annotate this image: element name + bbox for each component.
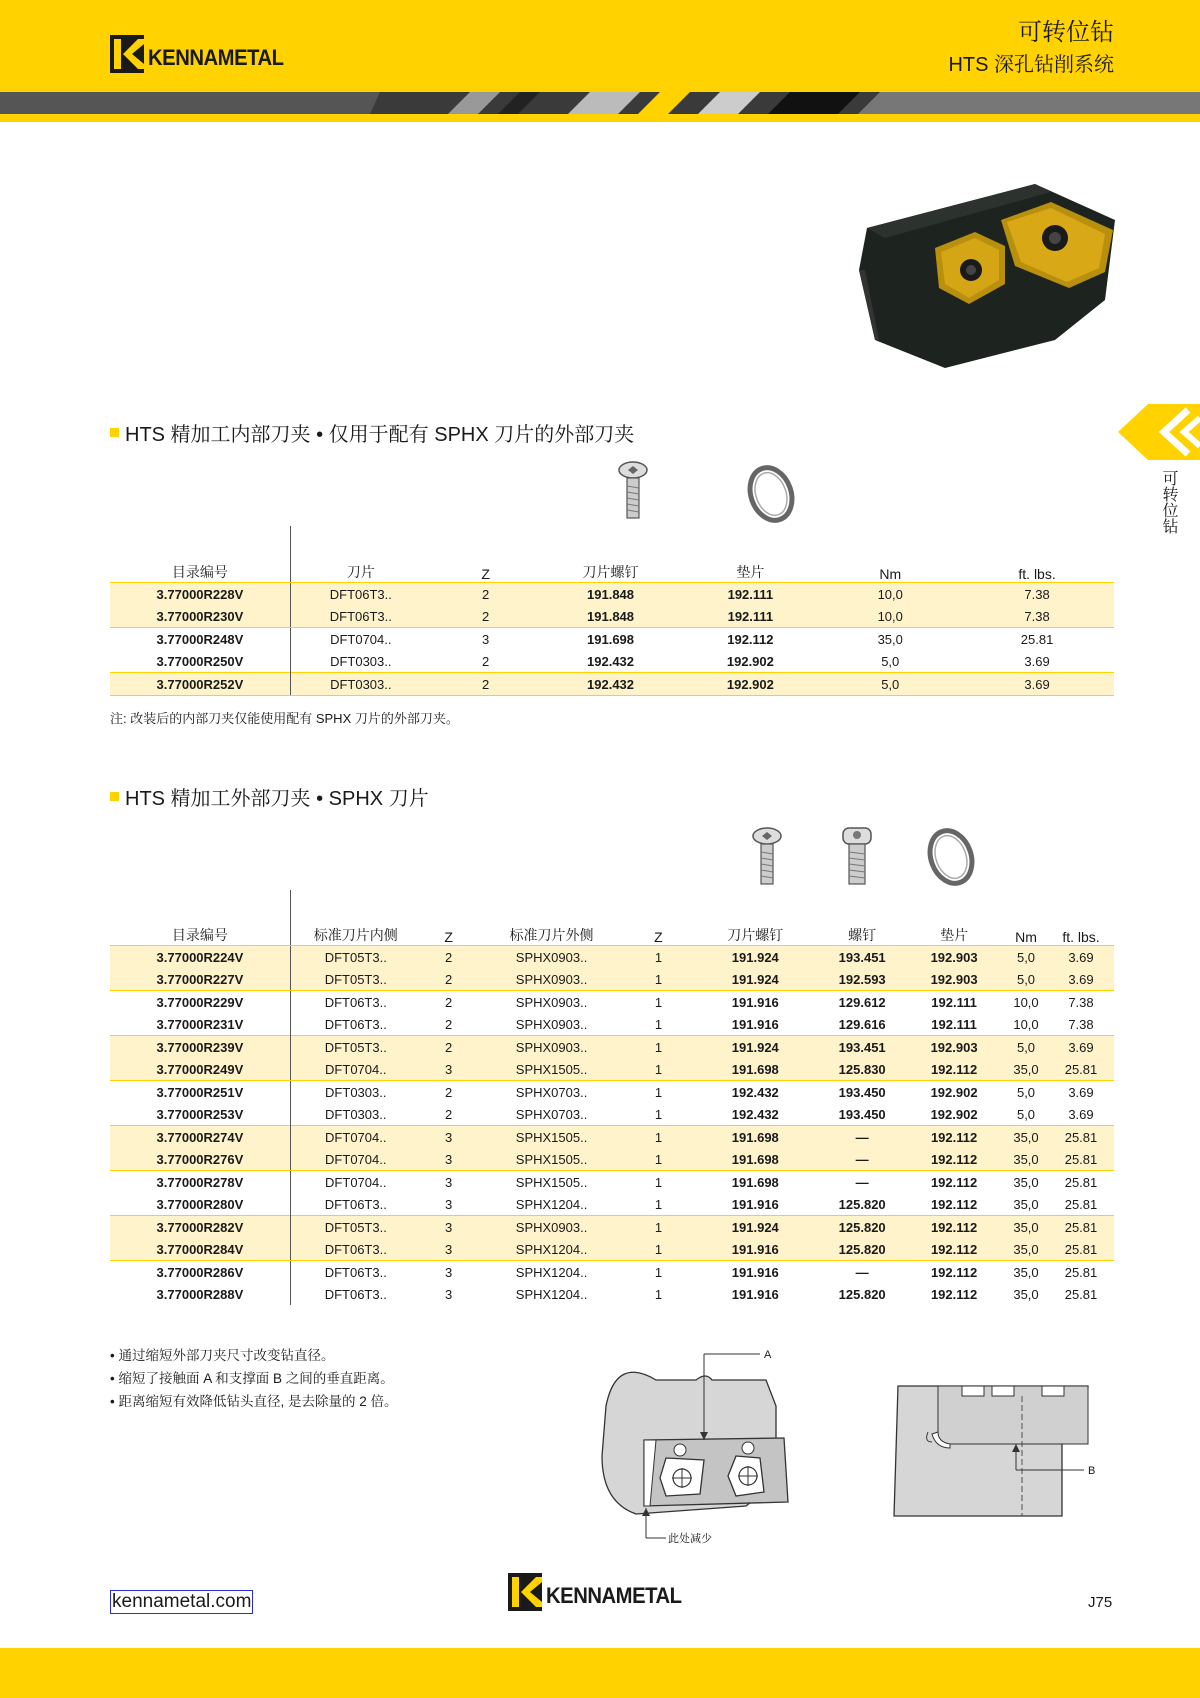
table-cell: 3 (421, 1238, 477, 1261)
table-cell: 3.77000R276V (110, 1148, 290, 1171)
col-insert-screw: 刀片螺钉 (690, 919, 820, 946)
drill-diagram-b (888, 1382, 1098, 1522)
table-cell: 191.698 (690, 1148, 820, 1171)
table1-header-row (110, 556, 1114, 583)
table-cell: 3.77000R239V (110, 1036, 290, 1059)
drill-cartridge-image (855, 180, 1115, 370)
table-cell: 192.112 (904, 1126, 1004, 1149)
table2-body (110, 946, 1114, 1306)
table-cell: 191.698 (690, 1058, 820, 1081)
table-cell: 1 (654, 1174, 663, 1190)
table-cell: 191.848 (541, 583, 681, 606)
table1-header-divider (290, 526, 291, 556)
table-cell: 7.38 (1068, 994, 1094, 1010)
table-cell: 3 (482, 631, 490, 647)
shim-icon (746, 464, 796, 524)
table-row (110, 673, 1114, 696)
header-stripe (0, 92, 1200, 114)
table-cell: SPHX1505.. (477, 1126, 627, 1149)
table-cell: 3.77000R288V (156, 1286, 244, 1302)
kennametal-logo (110, 34, 295, 74)
table-cell: 3.77000R251V (156, 1084, 244, 1100)
label-b: B (1088, 1465, 1096, 1477)
table-row (110, 605, 1114, 628)
table-cell: 1 (654, 1264, 663, 1280)
table-cell: 25.81 (1064, 1286, 1098, 1302)
table-cell: — (820, 1126, 904, 1149)
table-cell: 1 (626, 968, 690, 991)
table-cell: SPHX0903.. (477, 1216, 627, 1239)
footer-bar (0, 1648, 1200, 1698)
table-cell: SPHX0903.. (477, 1036, 627, 1059)
table-cell: DFT0704.. (290, 1058, 420, 1081)
table-cell: 3.77000R224V (110, 946, 290, 969)
table-cell: 3.69 (1068, 1106, 1094, 1122)
table-cell: 192.112 (904, 1238, 1004, 1261)
table-cell: 25.81 (1048, 1216, 1114, 1239)
table-cell: DFT05T3.. (290, 1216, 420, 1239)
table-cell: 7.38 (1068, 1016, 1094, 1032)
table-cell: 1 (626, 1036, 690, 1059)
table-cell: 3.77000R278V (156, 1174, 244, 1190)
table-cell: DFT06T3.. (290, 1013, 420, 1036)
table-cell: DFT0704.. (290, 1171, 420, 1194)
table-cell: 1 (654, 1196, 663, 1212)
table-cell: 2 (445, 1106, 453, 1122)
side-tab-label: 可转位钻 (1160, 470, 1177, 534)
list-item: • 距离缩短有效降低钻头直径, 是去除量的 2 倍。 (110, 1394, 398, 1409)
table-cell: 3.69 (1068, 1084, 1094, 1100)
table-cell: 191.916 (731, 1196, 779, 1212)
table-cell: 25.81 (1064, 1196, 1098, 1212)
bullet-square-icon (110, 792, 119, 801)
table-cell: 3.77000R280V (156, 1196, 244, 1212)
table-cell: 3.77000R228V (110, 583, 290, 606)
k-logo-icon (508, 1573, 542, 1611)
col-ftlbs: ft. lbs. (1048, 919, 1114, 946)
table-cell: 3 (445, 1264, 453, 1280)
table-cell: 192.432 (731, 1106, 779, 1122)
table-cell: 3.77000R253V (156, 1106, 244, 1122)
logo-text: KENNAMETAL (148, 45, 284, 70)
table-cell: 125.820 (838, 1286, 886, 1302)
kennametal-logo-footer (508, 1572, 693, 1612)
table-cell: SPHX0903.. (515, 1016, 588, 1032)
table1 (110, 556, 1114, 696)
table-row (110, 1216, 1114, 1239)
col-inner-insert: 标准刀片内侧 (290, 919, 420, 946)
bullet-square-icon (110, 428, 119, 437)
table-cell: 192.111 (680, 583, 820, 606)
table-cell: 5,0 (1004, 968, 1048, 991)
table-cell: 191.924 (690, 1036, 820, 1059)
table-cell: DFT06T3.. (290, 1283, 420, 1305)
table-cell: 192.112 (930, 1196, 978, 1212)
table-cell: 191.924 (690, 946, 820, 969)
table-row (110, 991, 1114, 1014)
table-row (110, 1283, 1114, 1305)
table-cell: 192.112 (904, 1148, 1004, 1171)
table-cell: 192.112 (930, 1174, 978, 1190)
table-cell: 25.81 (1020, 631, 1054, 647)
table-cell: 192.903 (904, 968, 1004, 991)
table2-header-row (110, 919, 1114, 946)
col-z: Z (431, 556, 541, 583)
table-cell: 3.77000R248V (156, 631, 244, 647)
table-row (110, 1148, 1114, 1171)
table-cell: SPHX0903.. (515, 994, 588, 1010)
table-cell: SPHX0703.. (515, 1106, 588, 1122)
table-cell: 3 (421, 1126, 477, 1149)
table-cell: 7.38 (960, 583, 1114, 606)
table-row (110, 650, 1114, 673)
table-cell: DFT0303.. (290, 1081, 420, 1104)
table-cell: 1 (654, 1106, 663, 1122)
table-cell: SPHX0703.. (515, 1084, 588, 1100)
table-cell: SPHX1505.. (477, 1058, 627, 1081)
table-row (110, 1058, 1114, 1081)
table-cell: SPHX1204.. (515, 1196, 588, 1212)
table-cell: 3.77000R252V (110, 673, 290, 696)
table-cell: 192.902 (930, 1084, 978, 1100)
table-cell: 3.77000R286V (156, 1264, 244, 1280)
website-link[interactable]: kennametal.com (112, 1591, 252, 1612)
table-cell: DFT05T3.. (290, 1036, 420, 1059)
screw-icon (752, 826, 782, 888)
table-cell: 3 (421, 1148, 477, 1171)
side-tab-chevron-icon (1118, 404, 1200, 460)
table-cell: 1 (626, 1216, 690, 1239)
table-cell: SPHX1204.. (515, 1286, 588, 1302)
table-cell: 129.616 (838, 1016, 886, 1032)
list-item: • 通过缩短外部刀夹尺寸改变钻直径。 (110, 1348, 335, 1363)
table-cell: 3 (445, 1196, 453, 1212)
table-cell: 2 (421, 1036, 477, 1059)
table-cell: 191.698 (587, 631, 635, 647)
table-row (110, 968, 1114, 991)
table2 (110, 919, 1114, 1305)
table-cell: 125.820 (820, 1238, 904, 1261)
table-cell: 2 (445, 994, 453, 1010)
table-cell: 35,0 (1004, 1058, 1048, 1081)
table-row (110, 1103, 1114, 1126)
table-cell: SPHX1204.. (515, 1264, 588, 1280)
table-cell: DFT06T3.. (290, 1193, 420, 1216)
table-cell: 3.69 (960, 673, 1114, 696)
table-cell: 191.924 (690, 1216, 820, 1239)
table-cell: SPHX0903.. (477, 946, 627, 969)
table-row (110, 1261, 1114, 1284)
table-cell: 3 (421, 1058, 477, 1081)
drill-diagram-a (596, 1346, 796, 1548)
table-cell: 35,0 (1004, 1216, 1048, 1239)
table1-body (110, 583, 1114, 696)
shim-icon (926, 826, 976, 888)
k-logo-icon (110, 35, 144, 73)
table-cell: 3.77000R274V (110, 1126, 290, 1149)
table-cell: 192.112 (930, 1264, 978, 1280)
table-cell: 5,0 (820, 673, 960, 696)
table-cell: 2 (445, 1016, 453, 1032)
table-row (110, 1171, 1114, 1194)
screw-icon (840, 826, 874, 888)
table-cell: 35,0 (1013, 1286, 1039, 1302)
table-cell: 3.77000R282V (110, 1216, 290, 1239)
col-catalog: 目录编号 (110, 919, 290, 946)
col-outer-insert: 标准刀片外侧 (477, 919, 627, 946)
table-cell: 2 (431, 605, 541, 628)
table-cell: 193.450 (838, 1106, 886, 1122)
table-cell: 35,0 (1004, 1126, 1048, 1149)
table-cell: 125.830 (820, 1058, 904, 1081)
table-cell: 192.111 (931, 994, 977, 1010)
table-cell: 2 (482, 653, 490, 669)
table-cell: 191.916 (731, 994, 779, 1010)
table-cell: 3.69 (1048, 946, 1114, 969)
table-cell: 192.902 (930, 1106, 978, 1122)
table-cell: 2 (431, 673, 541, 696)
table-cell: DFT0704.. (290, 628, 430, 651)
table-cell: 192.432 (587, 653, 635, 669)
table-cell: DFT06T3.. (290, 583, 430, 606)
table-cell: 191.848 (541, 605, 681, 628)
table-cell: 2 (421, 968, 477, 991)
table-cell: 192.111 (680, 605, 820, 628)
table-cell: 5,0 (1004, 1036, 1048, 1059)
table-cell: DFT05T3.. (290, 946, 420, 969)
table-cell: SPHX1204.. (477, 1238, 627, 1261)
table-cell: 3 (445, 1286, 453, 1302)
table-cell: 192.903 (904, 946, 1004, 969)
table-cell: 25.81 (1048, 1238, 1114, 1261)
table-cell: 125.820 (838, 1196, 886, 1212)
table-cell: DFT0303.. (290, 673, 430, 696)
table-cell: 1 (654, 1016, 663, 1032)
table-cell: 191.916 (731, 1264, 779, 1280)
table-cell: 192.112 (904, 1058, 1004, 1081)
table-cell: 3.77000R284V (110, 1238, 290, 1261)
section1-note: 注: 改装后的内部刀夹仅能使用配有 SPHX 刀片的外部刀夹。 (110, 711, 459, 726)
table-row (110, 1238, 1114, 1261)
table-cell: 192.902 (680, 673, 820, 696)
table-row (110, 1081, 1114, 1104)
table-cell: DFT0704.. (290, 1126, 420, 1149)
table-cell: 35,0 (1013, 1174, 1039, 1190)
table-cell: 10,0 (820, 605, 960, 628)
table-cell: 192.432 (541, 673, 681, 696)
table-cell: 193.451 (820, 1036, 904, 1059)
table-cell: 1 (654, 994, 663, 1010)
table-cell: 192.902 (726, 653, 774, 669)
table-cell: 5,0 (1016, 1106, 1036, 1122)
table-row (110, 1126, 1114, 1149)
table-cell: 1 (654, 1286, 663, 1302)
table-cell: 2 (421, 946, 477, 969)
table-cell: 3.77000R249V (110, 1058, 290, 1081)
table-cell: 1 (654, 1084, 663, 1100)
table-cell: 25.81 (1064, 1264, 1098, 1280)
col-z-inner: Z (421, 919, 477, 946)
table-cell: 1 (626, 1148, 690, 1171)
section2-title: HTS 精加工外部刀夹 • SPHX 刀片 (110, 782, 429, 811)
table-cell: 5,0 (1016, 1084, 1036, 1100)
page-title: 可转位钻 (1018, 19, 1114, 46)
table-row (110, 628, 1114, 651)
table-cell: 35,0 (1013, 1196, 1039, 1212)
table-cell: 3.77000R227V (110, 968, 290, 991)
table-cell: 35,0 (877, 631, 903, 647)
table2-header-divider (290, 890, 291, 920)
table-cell: 7.38 (960, 605, 1114, 628)
table-cell: 3.69 (1024, 653, 1050, 669)
table-row (110, 1193, 1114, 1216)
table-cell: 3.77000R230V (110, 605, 290, 628)
table-row (110, 946, 1114, 969)
table-cell: 191.698 (731, 1174, 779, 1190)
table-cell: 10,0 (1013, 1016, 1039, 1032)
table-cell: DFT06T3.. (290, 1238, 420, 1261)
table-cell: 35,0 (1004, 1148, 1048, 1171)
logo-text: KENNAMETAL (546, 1583, 682, 1608)
table-cell: 5,0 (1004, 946, 1048, 969)
col-nm: Nm (1004, 919, 1048, 946)
table-cell: 3.77000R229V (156, 994, 244, 1010)
table-cell: DFT0704.. (290, 1148, 420, 1171)
col-shim: 垫片 (680, 556, 820, 583)
table-cell: DFT05T3.. (290, 968, 420, 991)
table-cell: 1 (626, 1058, 690, 1081)
table-cell: 191.924 (690, 968, 820, 991)
table-cell: 10,0 (1013, 994, 1039, 1010)
table-cell: 25.81 (1048, 1126, 1114, 1149)
col-screw: 螺钉 (820, 919, 904, 946)
col-catalog: 目录编号 (110, 556, 290, 583)
col-shim: 垫片 (904, 919, 1004, 946)
table-cell: 3.69 (1048, 1036, 1114, 1059)
table-cell: SPHX0903.. (477, 968, 627, 991)
table-row (110, 1036, 1114, 1059)
table-cell: 191.698 (690, 1126, 820, 1149)
table-cell: 35,0 (1013, 1264, 1039, 1280)
notes-list (110, 1344, 398, 1413)
table-cell: DFT0303.. (290, 650, 430, 673)
col-ftlbs: ft. lbs. (960, 556, 1114, 583)
table-row (110, 1013, 1114, 1036)
table-cell: DFT06T3.. (290, 1261, 420, 1284)
table-cell: 1 (626, 946, 690, 969)
table-cell: 10,0 (820, 583, 960, 606)
table-cell: 25.81 (1064, 1174, 1098, 1190)
table-cell: 5,0 (881, 653, 900, 669)
table-cell: 35,0 (1004, 1238, 1048, 1261)
section1-title: HTS 精加工内部刀夹 • 仅用于配有 SPHX 刀片的外部刀夹 (110, 418, 634, 447)
col-z-outer: Z (626, 919, 690, 946)
label-reduce: 此处减少 (668, 1533, 712, 1545)
table-cell: 192.903 (904, 1036, 1004, 1059)
table-cell: 25.81 (1048, 1148, 1114, 1171)
table-cell: 3 (421, 1216, 477, 1239)
table-cell: 3.77000R250V (156, 653, 244, 669)
table-cell: 1 (626, 1238, 690, 1261)
col-insert: 刀片 (290, 556, 430, 583)
table-cell: DFT0303.. (290, 1103, 420, 1126)
table-cell: 25.81 (1048, 1058, 1114, 1081)
screw-icon (618, 460, 648, 522)
table-cell: 192.112 (727, 631, 774, 647)
page-number: J75 (1088, 1594, 1113, 1611)
table-cell: 192.593 (820, 968, 904, 991)
table-cell: 193.450 (838, 1084, 886, 1100)
col-nm: Nm (820, 556, 960, 583)
col-insert-screw: 刀片螺钉 (541, 556, 681, 583)
table-row (110, 583, 1114, 606)
table-cell: 191.916 (731, 1286, 779, 1302)
list-item: • 缩短了接触面 A 和支撑面 B 之间的垂直距离。 (110, 1371, 394, 1386)
table-cell: — (820, 1148, 904, 1171)
table-cell: SPHX1505.. (515, 1174, 588, 1190)
table-cell: 3.69 (1048, 968, 1114, 991)
table-cell: 192.111 (931, 1016, 977, 1032)
table-cell: 192.112 (930, 1286, 978, 1302)
header-stripe-yellow (0, 114, 1200, 122)
table-cell: 1 (626, 1126, 690, 1149)
table-cell: 3 (445, 1174, 453, 1190)
table-cell: 191.916 (690, 1238, 820, 1261)
table-cell: 129.612 (838, 994, 886, 1010)
table-cell: DFT06T3.. (290, 991, 420, 1014)
table-cell: — (855, 1264, 869, 1280)
table-cell: 2 (431, 583, 541, 606)
table-cell: 193.451 (820, 946, 904, 969)
table-cell: 191.916 (731, 1016, 779, 1032)
table-cell: 125.820 (820, 1216, 904, 1239)
table-cell: 2 (445, 1084, 453, 1100)
table-cell: DFT06T3.. (290, 605, 430, 628)
table-cell: 3.77000R231V (156, 1016, 244, 1032)
table-cell: — (855, 1174, 869, 1190)
table-cell: 192.432 (731, 1084, 779, 1100)
label-a: A (764, 1349, 772, 1361)
table-cell: 192.112 (904, 1216, 1004, 1239)
page-subtitle: HTS 深孔钻削系统 (948, 54, 1114, 76)
table-cell: SPHX1505.. (477, 1148, 627, 1171)
